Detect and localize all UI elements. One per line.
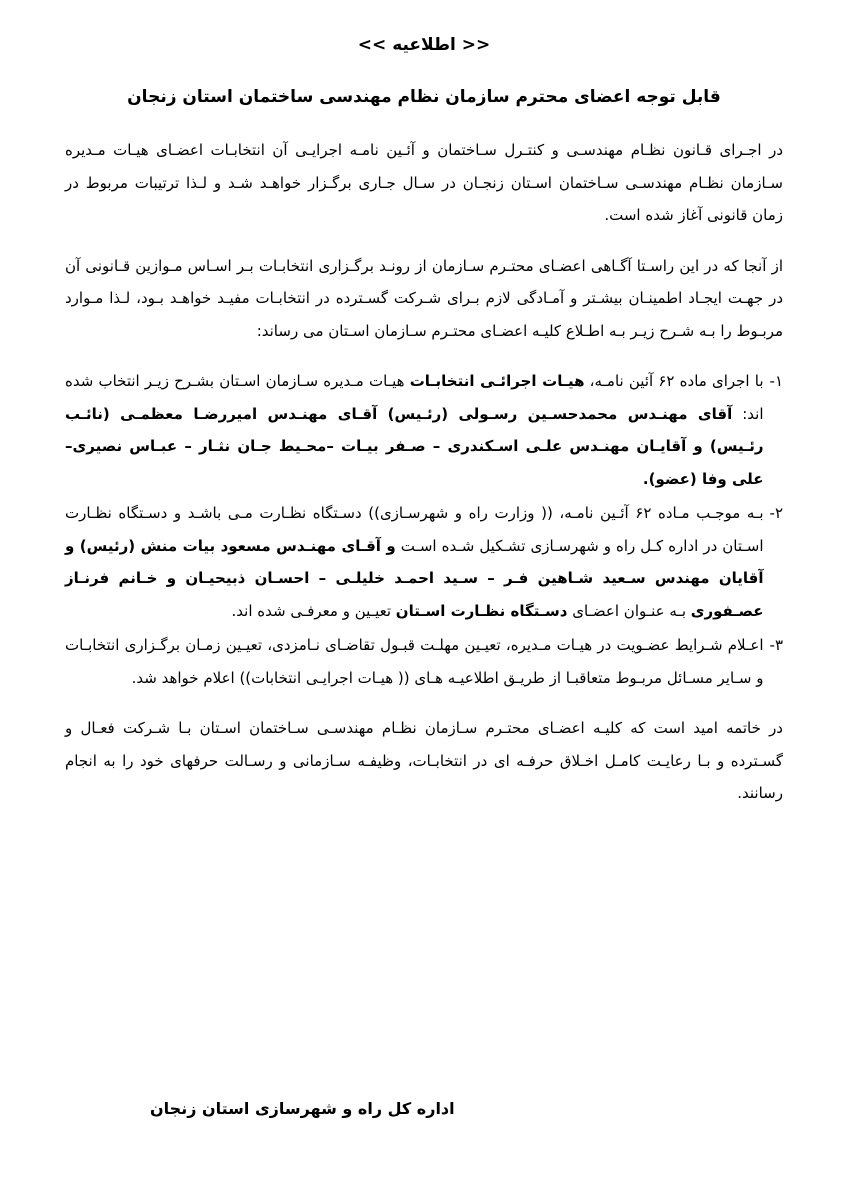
text-run: بـه عنـوان اعضـای [567, 601, 691, 620]
intro-paragraph: در اجـرای قـانون نظـام مهندسـی و کنتـرل سـاختمان و آئـین نامـه اجرایـی آن انتخابـات اعضـای هیـات مـدیره سـازمان نظـام مهندسـی سـاختمان اسـتان زنجـان در سـال جـاری برگـزار خواهـد شـد و لـذا ترتیبات مربوط در زمان قانونی آغاز شده است. [65, 141, 783, 224]
text-run: هیـات مـدیره سـازمان اسـتان بشـرح زیـر انتخاب شده اند: [65, 372, 764, 423]
notice-list [65, 365, 783, 694]
text-run: با اجرای ماده ۶۲ آئین نامـه، [584, 372, 764, 390]
list-item-number: ۱- [769, 372, 783, 390]
text-run: تعیـین و معرفـی شده اند. [231, 601, 396, 620]
context-paragraph: از آنجا که در این راسـتا آگـاهی اعضـای محتـرم سـازمان از رونـد برگـزاری انتخابـات بـر اسـاس مـوازین قـانونی آن در جهـت ایجـاد اطمینـان بیشـتر و آمـادگی لازم بـرای شـرکت گسـترده در انتخابـات مفیـد خواهـد بـود، لـذا مـوارد مربـوط را بـه شـرح زیـر بـه اطـلاع کلیـه اعضـای محتـرم سـازمان اسـتان می رساند: [65, 256, 783, 340]
list-item-text [65, 497, 764, 627]
list-item-number: ۳- [769, 636, 783, 654]
bold-text-run: هیـات اجرائـی انتخابـات [409, 372, 585, 390]
bold-text-run: آقای مهنـدس محمدحسـین رسـولی (رئـیس) آقـای مهنـدس امیررضـا معظمـی (نائـب رئـیس) و آقایـان مهنـدس علـی اسـکندری – صـفر بیـات –محـیط جـان نثـار – عبـاس نصیری– علی وفا (عضو). [65, 404, 764, 488]
list-item-text [65, 365, 764, 495]
signature-line: اداره کل راه و شهرسازی استان زنجان [150, 1099, 455, 1118]
list-item-text [65, 629, 764, 694]
list-item [65, 497, 783, 627]
list-item [65, 365, 783, 495]
list-item-number: ۲- [769, 504, 783, 522]
notice-title: << اطلاعیه >> [357, 35, 491, 55]
text-run: بـه موجـب مـاده ۶۲ آئـین نامـه، (( وزارت راه و شهرسـازی)) دسـتگاه نظـارت مـی باشـد و دسـتگاه نظـارت اسـتان در اداره کـل راه و شهرسـازی تشـکیل شـده اسـت [65, 504, 764, 555]
bold-text-run: دسـتگاه نظـارت اسـتان [395, 601, 568, 620]
list-item [65, 629, 783, 694]
text-run: اعـلام شـرایط عضـویت در هیـات مـدیره، تعیـین مهلـت قبـول تقاضـای نـامزدی، تعیـین زمـان برگـزاری انتخابـات و سـایر مسـائل مربـوط متعاقبـا از طریـق اطلاعیـه هـای (( هیـات اجرایـی انتخابات)) اعلام خواهد شد. [65, 636, 764, 687]
bold-text-run: و آقـای مهنـدس مسعود بیات منش (رئیس) و آقایان مهندس سـعید شـاهین فـر – سـید احمـد خلیلـی – احسـان ذبیحیـان و خـانم فرنـاز عصـفوری [65, 536, 764, 620]
closing-paragraph: در خاتمه امید است که کلیـه اعضـای محتـرم سـازمان نظـام مهندسـی سـاختمان اسـتان بـا شـرکت فعـال و گسـترده و بـا رعایـت کامـل اخـلاق حرفـه ای در انتخابـات، وظیفـه سـازمانی و رسـالت حرفهای خود را به انجام رسانند. [65, 719, 783, 802]
notice-subtitle: قابل توجه اعضای محترم سازمان نظام مهندسی ساختمان استان زنجان [127, 87, 721, 107]
